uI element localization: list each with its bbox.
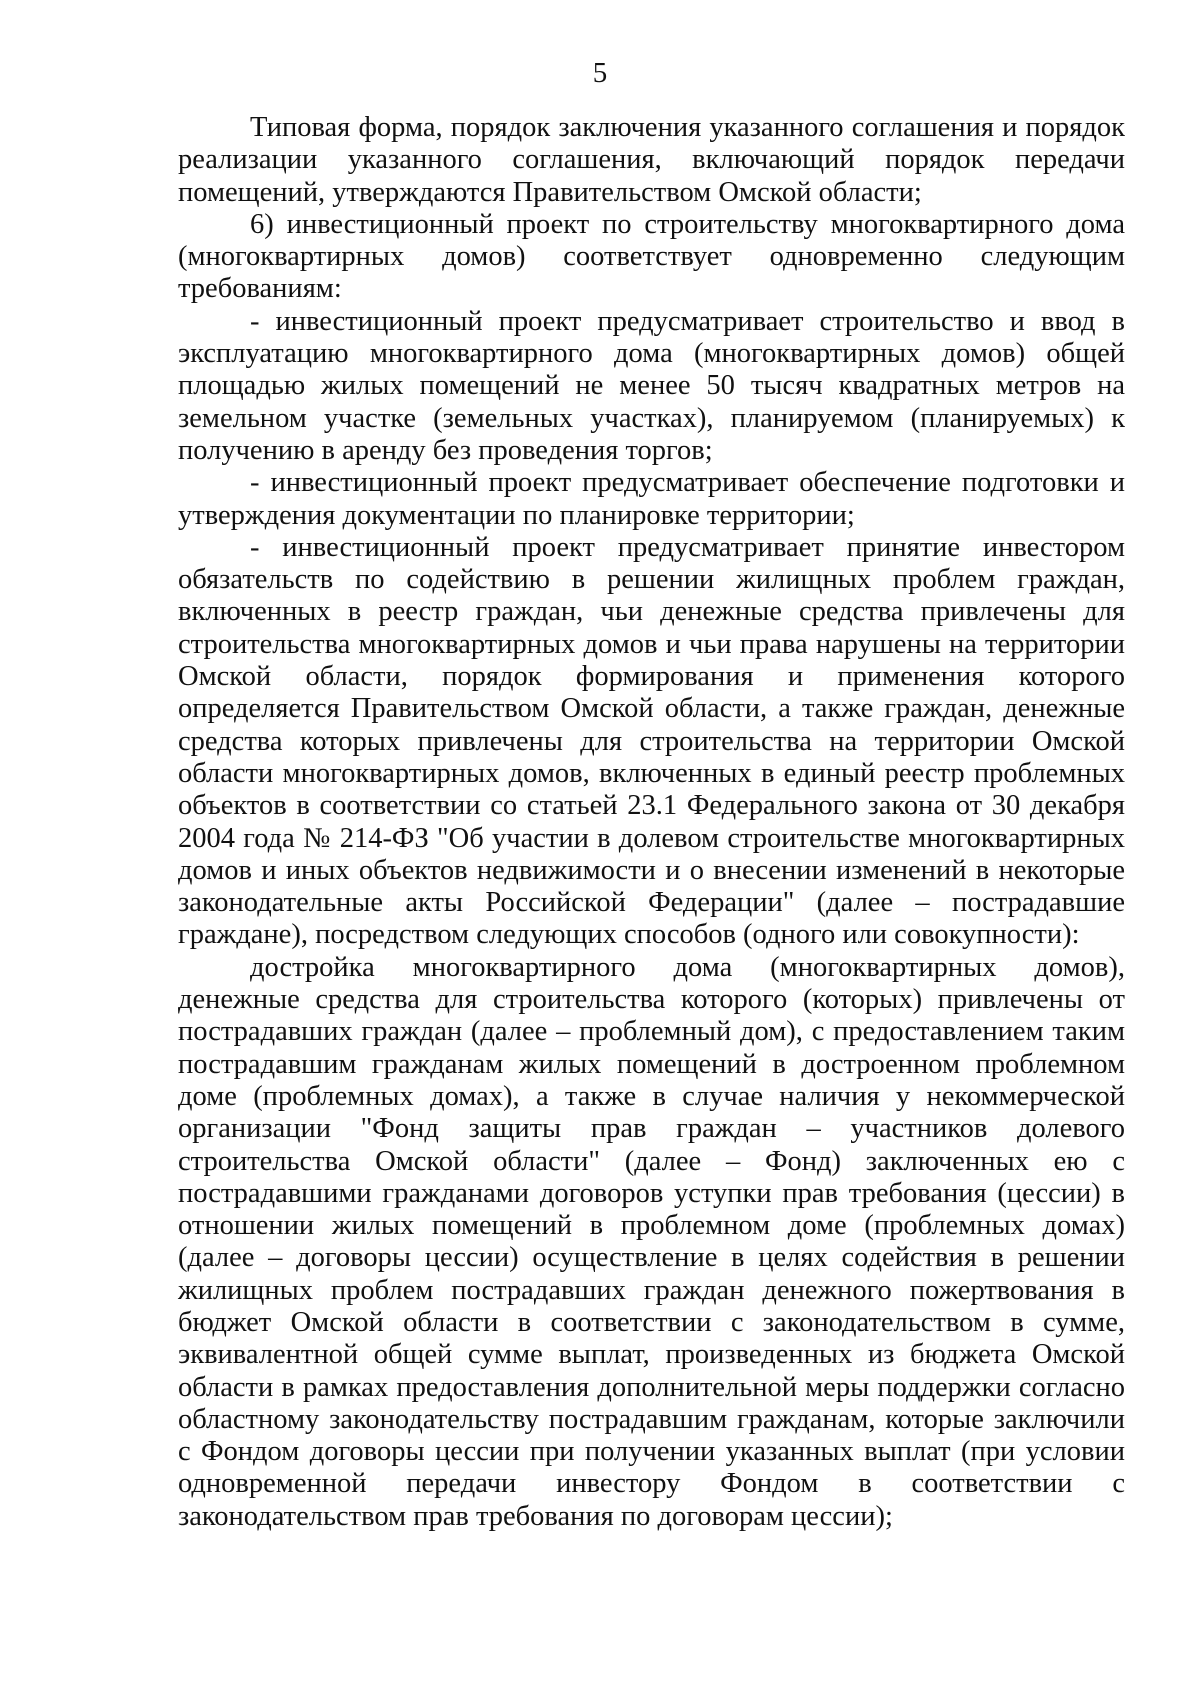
paragraph-requirement-construction: - инвестиционный проект предусматривает строительство и ввод в эксплуатацию многоквартирного дома (многоквартирных домов) общей площадью жилых помещений не менее 50 тысяч квадратных метров на земельном участке (земельных участках), планируемом (планируемых) к получению в аренду без проведения торгов; [178, 305, 1125, 466]
paragraph-requirement-planning: - инвестиционный проект предусматривает обеспечение подготовки и утверждения документации по планировке территории; [178, 467, 1125, 531]
page-number: 5 [592, 57, 608, 89]
paragraph-agreement-form: Типовая форма, порядок заключения указанного соглашения и порядок реализации указанного соглашения, включающий порядок передачи помещений, утверждаются Правительством Омской области; [178, 112, 1125, 208]
paragraph-completion-method: достройка многоквартирного дома (многоквартирных домов), денежные средства для строительства которого (которых) привлечены от пострадавших граждан (далее – проблемный дом), с предоставлением таким пострадавшим гражданам жилых помещений в достроенном проблемном доме (проблемных домах), а также в случае наличия у некоммерческой организации "Фонд защиты прав граждан – участников долевого строительства Омской области" (далее – Фонд) заключенных ею с пострадавшими гражданами договоров уступки прав требования (цессии) в отношении жилых помещений в проблемном доме (проблемных домах) (далее – договоры цессии) осуществление в целях содействия в решении жилищных проблем пострадавших граждан денежного пожертвования в бюджет Омской области в соответствии с законодательством в сумме, эквивалентной общей сумме выплат, произведенных из бюджета Омской области в рамках предоставления дополнительной меры поддержки согласно областному законодательству пострадавшим гражданам, которые заключили с Фондом договоры цессии при получении указанных выплат (при условии одновременной передачи инвестору Фондом в соответствии с законодательством прав требования по договорам цессии); [178, 951, 1125, 1532]
document-body [178, 112, 1125, 1533]
paragraph-requirement-obligations: - инвестиционный проект предусматривает принятие инвестором обязательств по содействию в решении жилищных проблем граждан, включенных в реестр граждан, чьи денежные средства привлечены для строительства многоквартирных домов и чьи права нарушены на территории Омской области, порядок формирования и применения которого определяется Правительством Омской области, а также граждан, денежные средства которых привлечены для строительства на территории Омской области многоквартирных домов, включенных в единый реестр проблемных объектов в соответствии со статьей 23.1 Федерального закона от 30 декабря 2004 года № 214-ФЗ "Об участии в долевом строительстве многоквартирных домов и иных объектов недвижимости и о внесении изменений в некоторые законодательные акты Российской Федерации" (далее – пострадавшие граждане), посредством следующих способов (одного или совокупности): [178, 531, 1125, 951]
paragraph-item-6: 6) инвестиционный проект по строительству многоквартирного дома (многоквартирных домов) соответствует одновременно следующим требованиям: [178, 208, 1125, 305]
